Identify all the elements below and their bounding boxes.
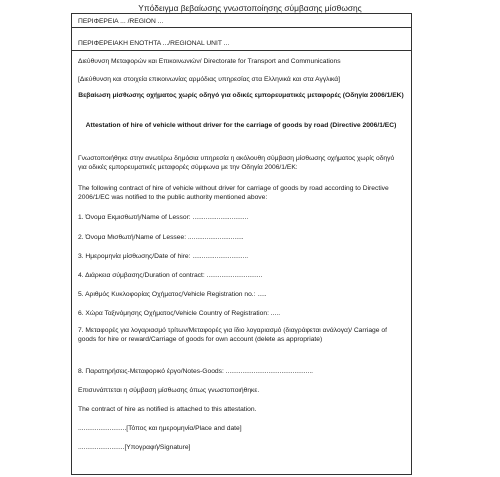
item-lessor: 1. Όνομα Εκμισθωτή/Name of Lessor: .............................. [78, 214, 249, 221]
item-carriage-type: 7. Μεταφορές για λογαριασμό τρίτων/Μεταφορές για ίδιο λογαριασμό (διαγράφεται ανάλογα)/ Carriage of goods for hire or reward/Carriage of goods for own account (delete as appropriate) [78, 327, 387, 343]
attached-english: The contract of hire as notified is attached to this attestation. [78, 406, 257, 413]
intro-greek: Γνωστοποιήθηκε στην ανωτέρω δημόσια υπηρεσία η ακόλουθη σύμβαση μίσθωσης οχήματος χωρίς οδηγό για οδικές εμπορευματικές μεταφορές σύμφωνα με την Οδηγία 2006/1/ΕΚ: [78, 155, 395, 171]
item-registration: 5. Αριθμός Κυκλοφορίας Οχήματος/Vehicle Registration no.: ..... [78, 291, 267, 298]
document-caption: Υπόδειγμα βεβαίωσης γνωστοποίησης σύμβασης μίσθωσης [138, 3, 362, 13]
item-notes: 8. Παρατηρήσεις-Μεταφορικό έργο/Notes-Goods: ............................................... [78, 368, 314, 375]
contact-note: [Διεύθυνση και στοιχεία επικοινωνίας αρμόδιας υπηρεσίας στα Ελληνικά και στα Αγγλικά] [78, 76, 340, 83]
title-greek: Βεβαίωση μίσθωσης οχήματος χωρίς οδηγό για οδικές εμπορευματικές μεταφορές (Οδηγία 2006/1/ΕΚ) [78, 92, 404, 99]
region-field: ΠΕΡΙΦΕΡΕΙΑ ... /REGION ... [78, 18, 164, 25]
item-lessee: 2. Όνομα Μισθωτή/Name of Lessee: .............................. [78, 234, 244, 241]
attached-greek: Επισυνάπτεται η σύμβαση μίσθωσης όπως γνωστοποιήθηκε. [78, 387, 260, 394]
directorate-field: Διεύθυνση Μεταφορών και Επικοινωνιών/ Directorate for Transport and Communications [78, 58, 341, 65]
regional-unit-field: ΠΕΡΙΦΕΡΕΙΑΚΗ ΕΝΟΤΗΤΑ .../REGIONAL UNIT ... [78, 40, 230, 47]
item-country: 6. Χώρα Ταξινόμησης Οχήματος/Vehicle Country of Registration: ..... [78, 310, 281, 317]
intro-english: The following contract of hire of vehicle without driver for carriage of goods by road according to Directive 2006/1/EC was notified to the public authority mentioned above: [78, 185, 389, 201]
item-duration: 4. Διάρκεια σύμβασης/Duration of contract: .............................. [78, 272, 263, 279]
place-date-line: ..........................[Τόπος και ημερομηνία/Place and date] [78, 425, 242, 432]
signature-line: .........................[Υπογραφή/Signature] [78, 444, 191, 451]
title-english: Attestation of hire of vehicle without driver for the carriage of goods by road (Directive 2006/1/EC) [85, 122, 397, 129]
item-date-of-hire: 3. Ημερομηνία μίσθωσης/Date of hire: .............................. [78, 253, 249, 260]
